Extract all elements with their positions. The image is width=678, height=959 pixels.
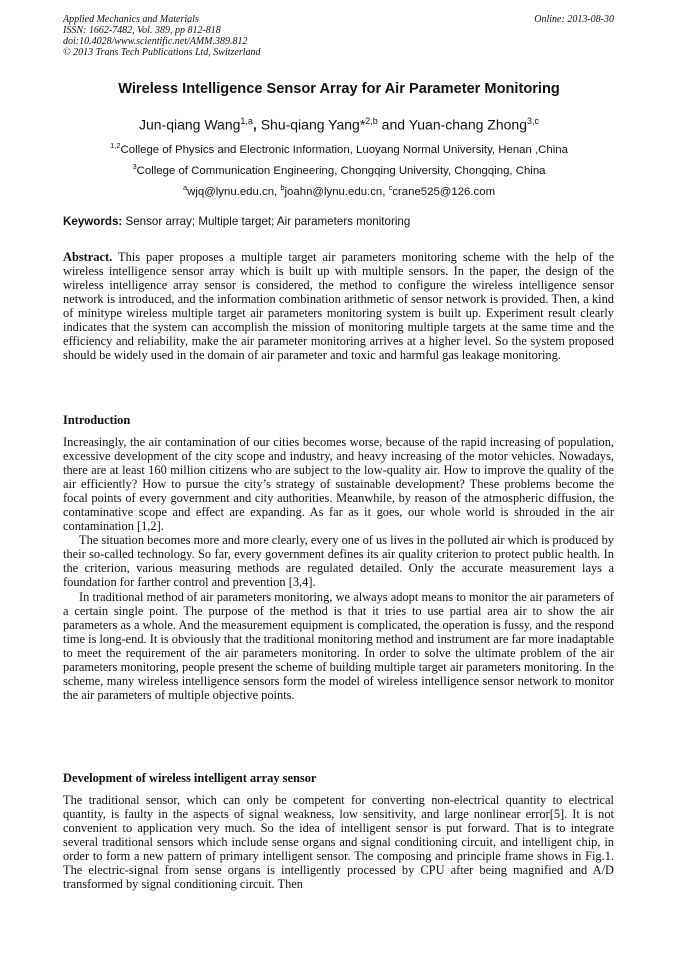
email-c: crane525@126.com — [392, 185, 496, 198]
email-a: wjq@lynu.edu.cn, — [187, 185, 281, 198]
introduction-body — [63, 435, 614, 702]
author-1: Jun-qiang Wang — [138, 116, 241, 133]
doi-line: doi:10.4028/www.scientific.net/AMM.389.812 — [63, 36, 248, 47]
author-separator-1: , — [252, 116, 261, 133]
abstract-text: This paper proposes a multiple target air parameters monitoring scheme with the help of the wireless intelligence sensor array which is built up with multiple sensors. In the paper, the design of the wireless intelligence array sensor is considered, the method to configure the wireless intelligence sensor network is introduced, and the information combination arithmetic of sensor network is provided. Then, a kind of minitype wireless multiple target air parameters monitoring system is built up. Experiment result clearly indicates that the system can accomplish the mission of monitoring multiple targets at the same time and the efficiency and reliability, make the air parameter monitoring arrives at a higher level. So the system proposed should be widely used in the domain of air parameter and toxic and harmful gas leakage monitoring. — [63, 250, 614, 363]
author-1-affil: 1,a — [240, 116, 253, 126]
email-a-marker: a — [182, 183, 188, 192]
author-3-affil: 3,c — [527, 116, 540, 126]
affiliation-1 — [30, 139, 648, 157]
author-2-affil: 2,b — [365, 116, 378, 126]
keywords-text: Sensor array; Multiple target; Air parameters monitoring — [122, 215, 411, 228]
email-line — [30, 181, 648, 199]
introduction-heading: Introduction — [63, 413, 131, 427]
development-paragraph-1: The traditional sensor, which can only be competent for converting non-electrical quantity to electrical quantity, is faulty in the aspects of signal weakness, low sensitivity, and large nonlinear error[5]. It is not convenient to application very much. So the idea of intelligent sensor is put forward. That is to integrate several traditional sensors which include sense organs and signal conditioning circuit, and intelligent chip, in order to form a new pattern of primary intelligent sensor. The composing and principle frame shows in Fig.1. The electric-signal from sense organs is intelligently processed by CPU after being magnified and A/D transformed by signal conditioning circuit. Then — [63, 793, 614, 892]
keywords — [63, 215, 623, 229]
paper-title: Wireless Intelligence Sensor Array for Air Parameter Monitoring — [118, 81, 560, 97]
author-3: Yuan-chang Zhong — [408, 116, 528, 133]
introduction-paragraph-2: The situation becomes more and more clearly, every one of us lives in the polluted air which is produced by their so-called technology. So far, every government defines its air quality criterion to protect public health. In the criterion, various measuring methods are regulated detailed. Only the accurate measurement lays a foundation for farther control and prevention [3,4]. — [63, 533, 614, 590]
author-separator-2: and — [377, 116, 409, 133]
abstract — [63, 250, 614, 362]
affiliation-2-marker: 3 — [132, 162, 137, 171]
development-body — [63, 793, 614, 891]
copyright-line: © 2013 Trans Tech Publications Ltd, Switzerland — [63, 47, 261, 58]
online-date: Online: 2013-08-30 — [534, 14, 614, 25]
email-b: joahn@lynu.edu.cn, — [284, 185, 389, 198]
issn-line: ISSN: 1662-7482, Vol. 389, pp 812-818 — [63, 25, 221, 36]
email-b-marker: b — [280, 183, 285, 192]
development-heading: Development of wireless intelligent array sensor — [63, 771, 317, 785]
author-line — [30, 112, 648, 134]
journal-name: Applied Mechanics and Materials — [63, 14, 199, 25]
author-2: Shu-qiang Yang* — [260, 116, 366, 133]
abstract-label: Abstract. — [63, 250, 113, 264]
introduction-paragraph-1: Increasingly, the air contamination of our cities becomes worse, because of the rapid increasing of population, excessive development of the city scope and industry, and heavy increasing of the motor vehicles. Nowadays, there are at least 160 million citizens who are subject to the low-quality air. How to improve the quality of the air efficiently? How to pursue the city’s strategy of sustainable development? These problems become the focal points of every government and city authorities. Meanwhile, by reason of the atmospheric diffusion, the contaminative scope and effect are expanding. As far as it goes, our whole world is shrouded in the air contamination [1,2]. — [63, 435, 614, 534]
affiliation-2-text: College of Communication Engineering, Chongqing University, Chongqing, China — [136, 164, 546, 177]
affiliation-1-text: College of Physics and Electronic Information, Luoyang Normal University, Henan ,China — [120, 143, 568, 156]
email-c-marker: c — [388, 183, 393, 192]
introduction-paragraph-3: In traditional method of air parameters monitoring, we always adopt means to monitor the air parameters of a certain single point. The purpose of the method is that it tries to use partial area air to show the air parameters as a whole. And the measurement equipment is complicated, the operation is fussy, and the respond time is long-end. It is obviously that the traditional monitoring method and instrument are far more inadaptable to meet the requirement of the air parameters monitoring. In order to solve the ultimate problem of the air parameters monitoring, people present the scheme of building multiple target air parameters monitoring. In the scheme, many wireless intelligence sensors form the model of wireless intelligence sensor network to monitor the air parameters of multiple objective points. — [63, 589, 614, 702]
affiliation-2 — [30, 160, 648, 178]
affiliation-1-marker: 1,2 — [110, 141, 121, 150]
keywords-label: Keywords: — [63, 215, 123, 228]
journal-header — [63, 14, 261, 58]
